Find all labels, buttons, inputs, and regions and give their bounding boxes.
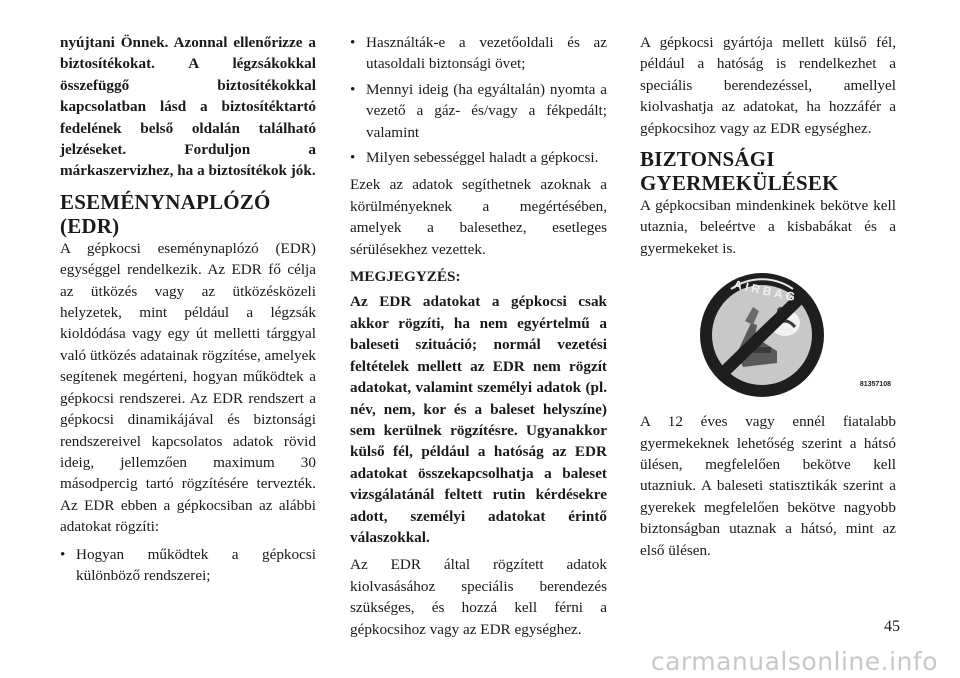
airbag-label: AIRBAG <box>732 277 800 305</box>
airbag-warning-figure <box>695 271 895 399</box>
column-2 <box>350 32 607 646</box>
figure-code: 81357108 <box>859 380 891 388</box>
watermark: carmanualsonline.info <box>650 647 938 676</box>
child-seat-heading: BIZTONSÁGI GYERMEKÜLÉSEK <box>640 147 839 196</box>
child-seat-paragraph: A gépkocsiban mindenkinek bekötve kell utaznia, beleértve a kisbabákat és a gyermekeket is. <box>640 197 896 257</box>
list-item: • Használták-e a vezetőoldali és az utasoldali biztonsági övet; <box>350 32 607 75</box>
edr-paragraph: A gépkocsi eseménynaplózó (EDR) egységgel rendelkezik. Az EDR fő célja az ütközés vagy az ütközésközeli helyzetek, mint például a légzsák kioldódása vagy egy út melletti tárggyal való ütközés adatainak rögzítése, amelyek segítenek megérteni, hogyan működtek a gépkocsi rendszerei. Az EDR rendszert a gépkocsi dinamikájával és biztonsági rendszereivel kapcsolatos adatok rövid ideig, jellemzően maximum 30 másodpercig tartó rögzítésére tervezték. Az EDR ebben a gépkocsiban az alábbi adatokat rögzíti: <box>60 239 316 536</box>
note-title: MEGJEGYZÉS: <box>350 268 461 286</box>
edr-heading: ESEMÉNYNAPLÓZÓ (EDR) <box>60 189 271 238</box>
page-number: 45 <box>884 618 900 635</box>
note-body: Az EDR adatokat a gépkocsi csak akkor rögzíti, ha nem egyértelmű a baleseti szituáció; normál vezetési feltételek mellett az EDR nem rögzít adatokat, valamint személyi adatok (pl. név, nem, kor és a baleset helyszíne) sem kerülnek rögzítésre. Ugyanakkor külső fél, például a hatóság az EDR adatokat összekapcsolhatja a baleset vizsgálatánál feltett rutin kérdésekre adott, személyi adatokat érintő válaszokkal. <box>350 293 607 546</box>
edr-list-1 <box>60 544 316 587</box>
list-item: • Hogyan működtek a gépkocsi különböző rendszerei; <box>60 544 316 587</box>
column-1 <box>60 32 316 592</box>
list-item: • Mennyi ideig (ha egyáltalán) nyomta a vezető a gáz- és/vagy a fékpedált; valamint <box>350 79 607 143</box>
child-seat-paragraph-2: A 12 éves vagy ennél fiatalabb gyermekeknek lehetőség szerint a hátsó ülésen, megfelelően bekötve kell utazniuk. A baleseti statisztikák szerint a gyerekek megfelelően bekötve nagyobb biztonságban utaznak a hátsó, mint az első ülésen. <box>640 413 896 559</box>
column-3 <box>640 32 896 567</box>
list-item: • Milyen sebességgel haladt a gépkocsi. <box>350 147 607 168</box>
edr-context-paragraph: Ezek az adatok segíthetnek azoknak a körülményeknek a megértésében, amelyek a balesethez, esetleges sérülésekhez vezettek. <box>350 176 607 258</box>
edr-list-2 <box>350 32 607 168</box>
edr-readout-paragraph: Az EDR által rögzített adatok kiolvasásához speciális berendezés szükséges, és hozzá kell férni a gépkocsihoz vagy az EDR egységhez. <box>350 556 607 638</box>
fuse-paragraph: nyújtani Önnek. Azonnal ellenőrizze a biztosítékokat. A légzsákokkal összefüggő biztosítékokkal kapcsolatban lásd a biztosítéktartó fedelének belső oldalán található jelzéseket. Forduljon a márkaszervizhez, ha a biztosítékok jók. <box>60 34 316 180</box>
third-party-paragraph: A gépkocsi gyártója mellett külső fél, például a hatóság is rendelkezhet a speciális berendezéssel, amellyel kiolvashatja az adatokat, ha hozzáfér a gépkocsihoz vagy az EDR egységhez. <box>640 34 896 137</box>
